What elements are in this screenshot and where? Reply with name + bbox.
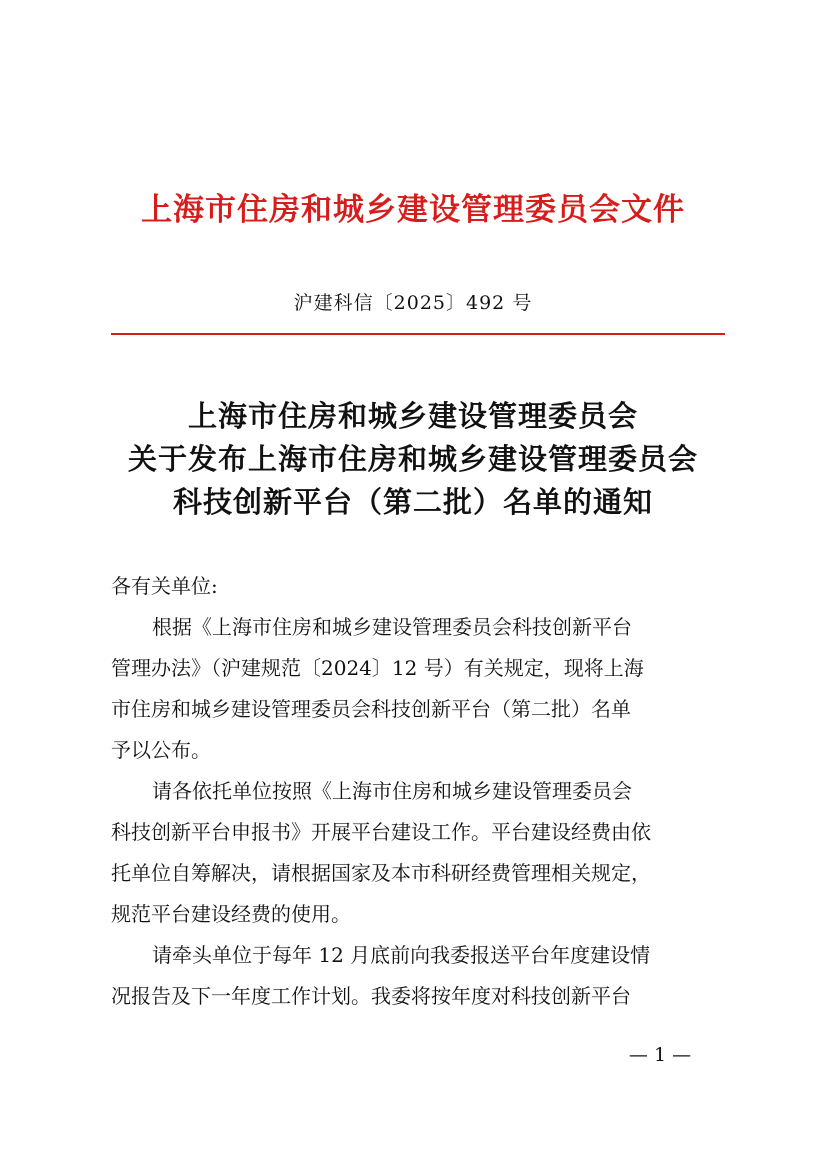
document-number: 沪建科信〔2025〕492 号: [293, 292, 533, 314]
paragraph-line: 市住房和城乡建设管理委员会科技创新平台（第二批）名单: [111, 697, 631, 721]
title-line: 上海市住房和城乡建设管理委员会: [187, 399, 638, 433]
title-line: 科技创新平台（第二批）名单的通知: [172, 485, 653, 519]
salutation: 各有关单位:: [111, 574, 218, 598]
document-title: [0, 395, 826, 524]
header-divider: [111, 333, 725, 335]
paragraph-line: 根据《上海市住房和城乡建设管理委员会科技创新平台: [152, 615, 632, 639]
paragraph-line: 管理办法》（沪建规范〔2024〕12 号）有关规定，现将上海: [111, 656, 644, 680]
body-paragraph: [111, 771, 725, 935]
paragraph-line: 况报告及下一年度工作计划。我委将按年度对科技创新平台: [111, 984, 631, 1008]
paragraph-line: 托单位自筹解决，请根据国家及本市科研经费管理相关规定，: [111, 861, 651, 885]
paragraph-line: 予以公布。: [111, 738, 211, 762]
paragraph-line: 规范平台建设经费的使用。: [111, 902, 351, 926]
issuer-header: 上海市住房和城乡建设管理委员会文件: [141, 192, 685, 228]
paragraph-line: 科技创新平台申报书》开展平台建设工作。平台建设经费由依: [111, 820, 651, 844]
paragraph-line: 请各依托单位按照《上海市住房和城乡建设管理委员会: [152, 779, 632, 803]
document-body: [111, 566, 725, 1017]
paragraph-line: 请牵头单位于每年 12 月底前向我委报送平台年度建设情: [152, 943, 651, 967]
body-paragraph: [111, 935, 725, 1017]
body-paragraph: [111, 607, 725, 771]
page-number: — 1 —: [628, 1044, 692, 1066]
title-line: 关于发布上海市住房和城乡建设管理委员会: [127, 442, 698, 476]
